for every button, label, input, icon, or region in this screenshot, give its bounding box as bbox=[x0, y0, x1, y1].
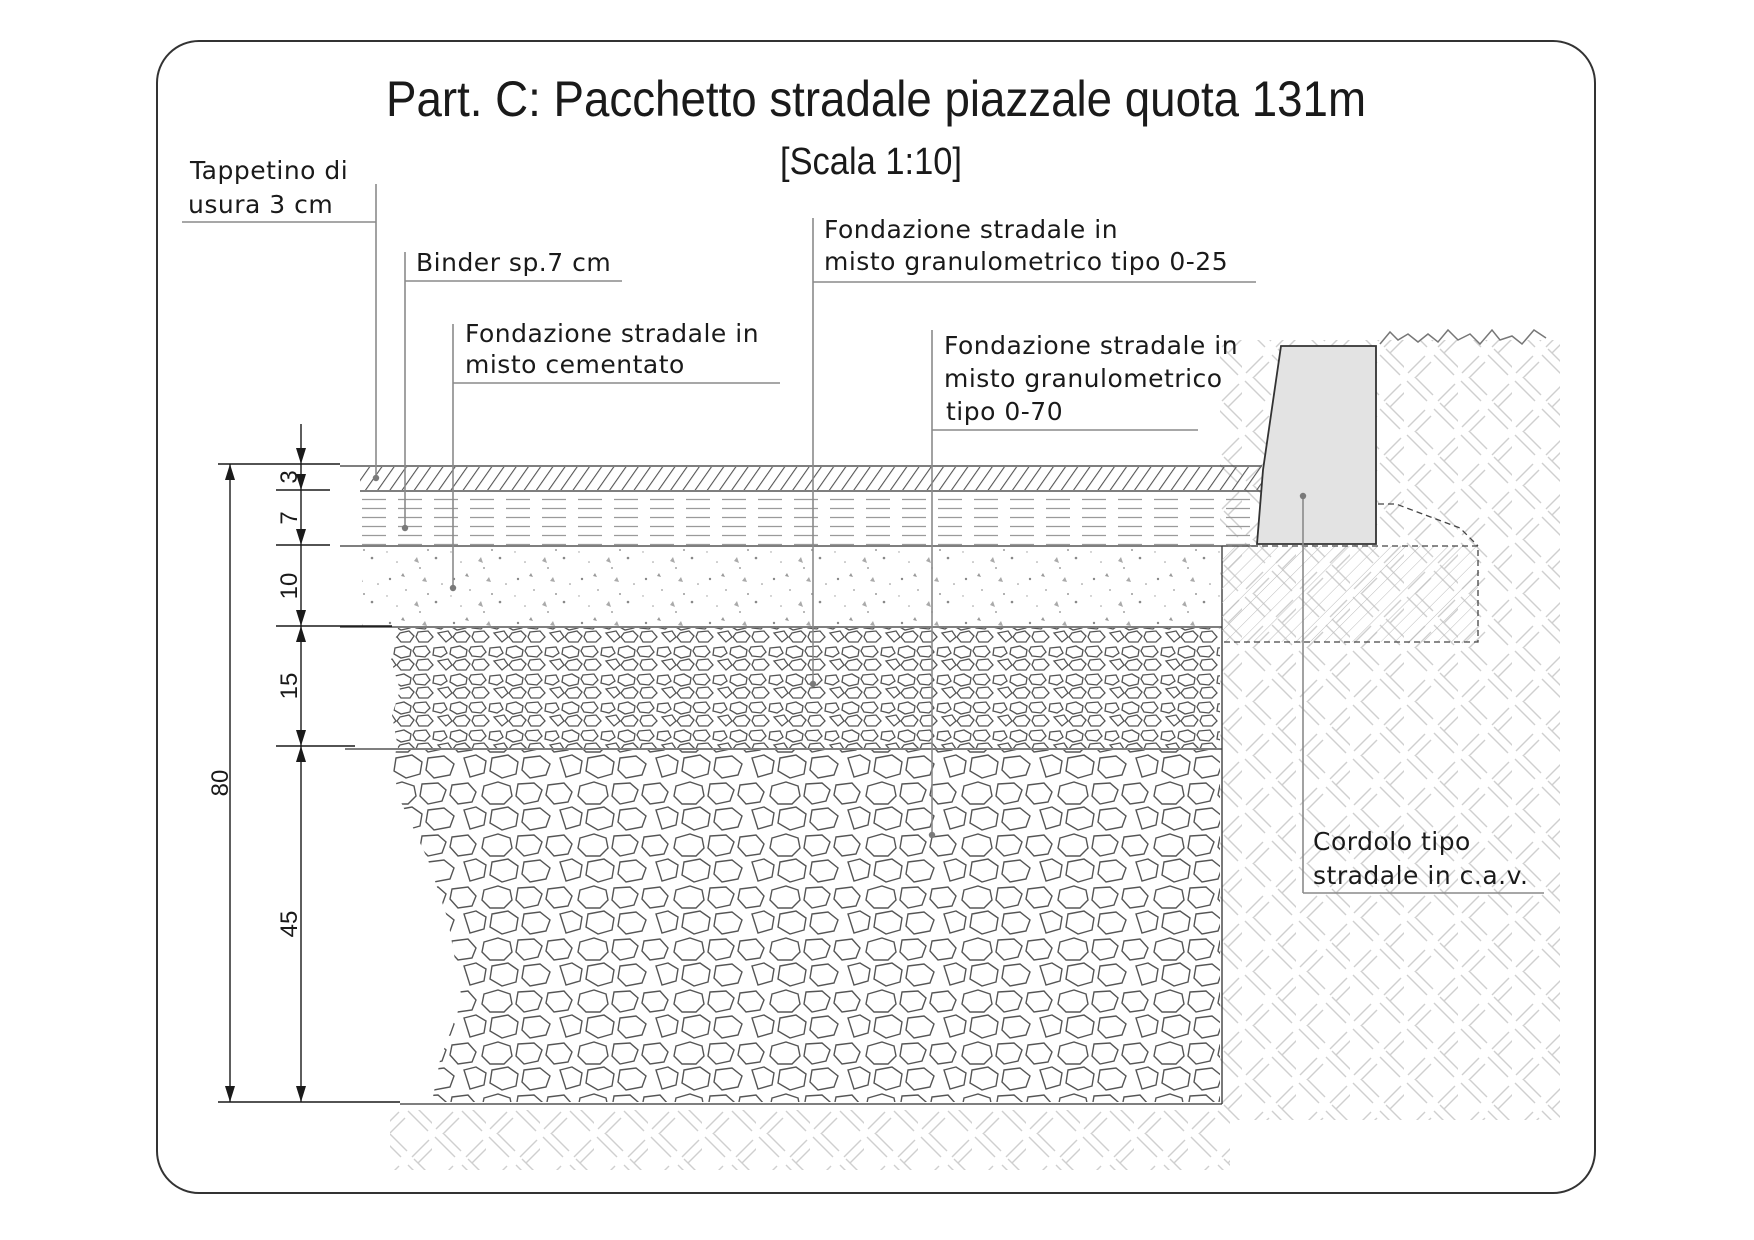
layer-misto-cementato bbox=[362, 548, 1220, 626]
label-tappetino-line2: usura 3 cm bbox=[188, 190, 334, 219]
layer-misto-0-25 bbox=[391, 628, 1220, 748]
dim-label-3: 3 bbox=[276, 470, 303, 484]
soil-hatch-bottom bbox=[390, 1110, 1230, 1170]
curb-footing bbox=[1222, 546, 1478, 642]
label-cementato-line1: Fondazione stradale in bbox=[465, 319, 760, 348]
label-gran070-line1: Fondazione stradale in bbox=[944, 331, 1239, 360]
drawing-title: Part. C: Pacchetto stradale piazzale quota 131m bbox=[386, 71, 1366, 127]
dim-label-10: 10 bbox=[276, 572, 303, 600]
label-cordolo-line2: stradale in c.a.v. bbox=[1313, 861, 1529, 890]
label-cordolo-line1: Cordolo tipo bbox=[1313, 827, 1471, 856]
label-gran025-line2: misto granulometrico tipo 0-25 bbox=[824, 247, 1229, 276]
layer-tappetino bbox=[360, 467, 1270, 490]
label-gran070-line3: tipo 0-70 bbox=[946, 397, 1064, 426]
layer-binder bbox=[360, 493, 1260, 545]
dim-label-45: 45 bbox=[276, 910, 303, 938]
label-cementato-line2: misto cementato bbox=[465, 350, 685, 379]
dim-label-15: 15 bbox=[276, 672, 303, 700]
label-gran070-line2: misto granulometrico bbox=[944, 364, 1223, 393]
label-tappetino-line1: Tappetino di bbox=[190, 156, 349, 185]
leader-tappetino bbox=[182, 184, 379, 484]
dim-label-7: 7 bbox=[276, 511, 303, 525]
label-gran025-line1: Fondazione stradale in bbox=[824, 215, 1119, 244]
scale-subtitle: [Scala 1:10] bbox=[780, 141, 962, 183]
dim-label-80: 80 bbox=[207, 769, 234, 797]
layer-misto-0-70 bbox=[393, 750, 1220, 1102]
label-binder: Binder sp.7 cm bbox=[416, 248, 612, 277]
